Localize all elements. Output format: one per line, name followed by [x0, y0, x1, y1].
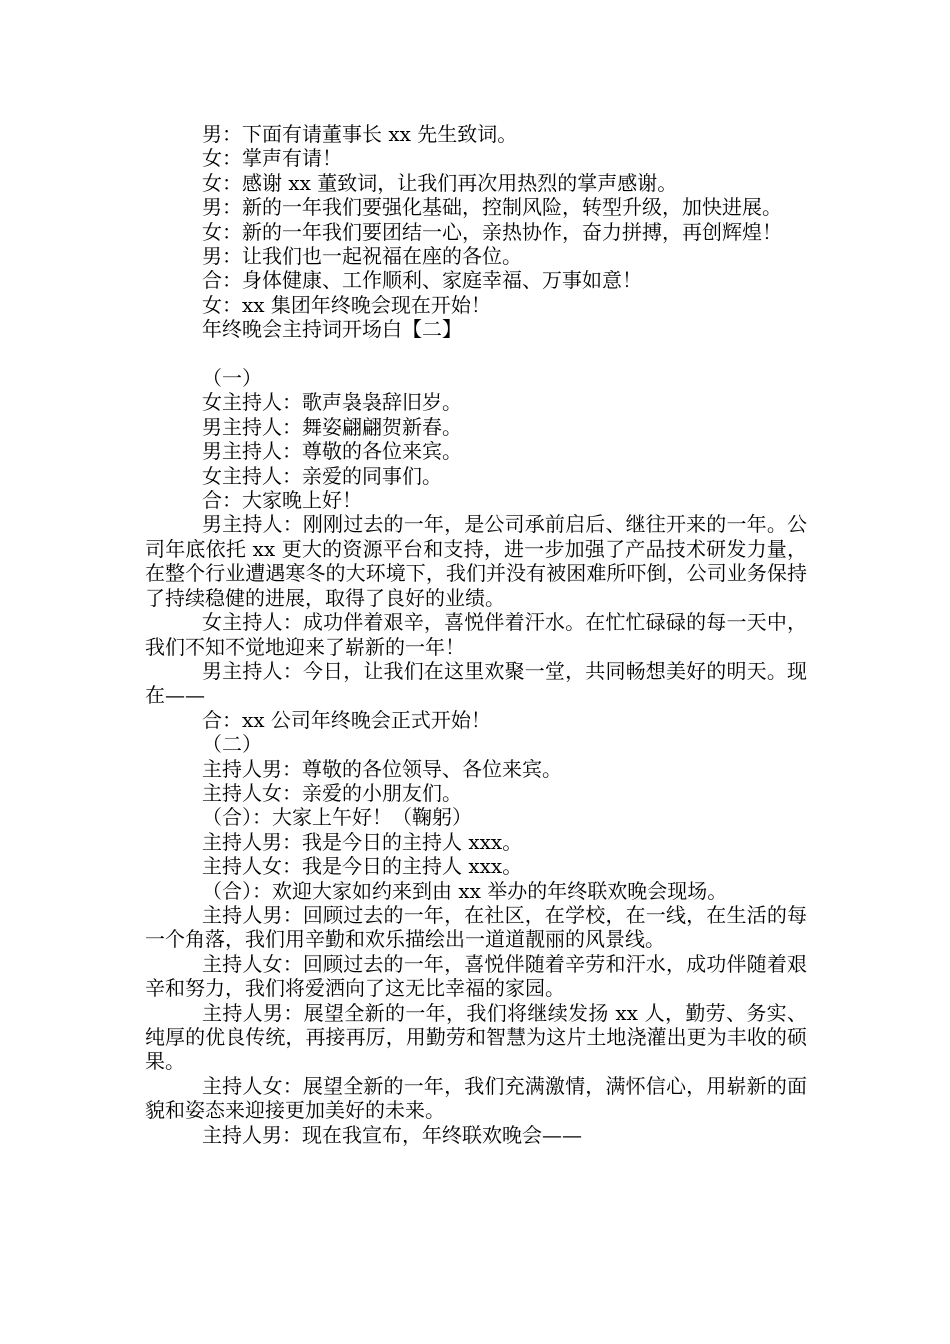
paragraph: 女：感谢 xx 董致词，让我们再次用热烈的掌声感谢。 [202, 170, 678, 195]
paragraph: 男：新的一年我们要强化基础，控制风险，转型升级，加快进展。 [202, 195, 782, 220]
paragraph: 主持人女：亲爱的小朋友们。 [202, 780, 462, 805]
blank-line [145, 342, 807, 366]
paragraph: 男：下面有请董事长 xx 先生致词。 [202, 122, 518, 146]
paragraph: 合：身体健康、工作顺利、家庭幸福、万事如意！ [202, 268, 642, 293]
document-body [145, 122, 807, 1147]
paragraph: 男主持人：尊敬的各位来宾。 [202, 439, 462, 464]
paragraph: 女：新的一年我们要团结一心，亲热协作，奋力拼搏，再创辉煌！ [202, 219, 782, 244]
paragraph: 女主持人：成功伴着艰辛，喜悦伴着汗水。在忙忙碌碌的每一天中，我们不知不觉地迎来了崭新的一年！ [145, 610, 807, 659]
paragraph: 主持人男：尊敬的各位领导、各位来宾。 [202, 756, 562, 781]
paragraph: 主持人女：回顾过去的一年，喜悦伴随着辛劳和汗水，成功伴随着艰辛和努力，我们将爱洒向了这无比幸福的家园。 [145, 951, 807, 1001]
paragraph: 男主持人：舞姿翩翩贺新春。 [202, 414, 462, 439]
paragraph: 主持人女：我是今日的主持人 xxx。 [202, 854, 523, 879]
paragraph: 女：xx 集团年终晚会现在开始！ [202, 292, 491, 317]
subsection-marker: （一） [202, 366, 262, 391]
section-heading: 年终晚会主持词开场白【二】 [202, 317, 462, 342]
subsection-marker: （二） [202, 732, 262, 757]
paragraph: 主持人男：展望全新的一年，我们将继续发扬 xx 人，勤劳、务实、纯厚的优良传统，再接再厉，用勤劳和智慧为这片土地浇灌出更为丰收的硕果。 [145, 1000, 807, 1074]
paragraph: 主持人女：展望全新的一年，我们充满激情，满怀信心，用崭新的面貌和姿态来迎接更加美好的未来。 [145, 1073, 807, 1123]
paragraph: 主持人男：回顾过去的一年，在社区，在学校，在一线，在生活的每一个角落，我们用辛勤和欢乐描绘出一道道靓丽的风景线。 [145, 902, 807, 952]
paragraph: 男主持人：刚刚过去的一年，是公司承前启后、继往开来的一年。公司年底依托 xx 更大的资源平台和支持，进一步加强了产品技术研发力量，在整个行业遭遇寒冬的大环境下，我们并没有被困难所吓倒，公司业务保持了持续稳健的进展，取得了良好的业绩。 [145, 512, 807, 610]
paragraph: 女：掌声有请！ [202, 146, 342, 171]
paragraph: 合：xx 公司年终晚会正式开始！ [202, 707, 491, 732]
paragraph: 男主持人：今日，让我们在这里欢聚一堂，共同畅想美好的明天。现在—— [145, 658, 807, 708]
paragraph: 男：让我们也一起祝福在座的各位。 [202, 244, 522, 269]
paragraph: 女主持人：亲爱的同事们。 [202, 463, 442, 488]
paragraph: 合：大家晚上好！ [202, 488, 362, 513]
paragraph: 主持人男：现在我宣布，年终联欢晚会—— [202, 1122, 582, 1147]
paragraph: （合）：大家上午好！（鞠躬） [202, 805, 472, 830]
paragraph: 女主持人：歌声袅袅辞旧岁。 [202, 390, 462, 415]
paragraph: 主持人男：我是今日的主持人 xxx。 [202, 829, 523, 854]
paragraph: （合）：欢迎大家如约来到由 xx 举办的年终联欢晚会现场。 [202, 878, 728, 903]
